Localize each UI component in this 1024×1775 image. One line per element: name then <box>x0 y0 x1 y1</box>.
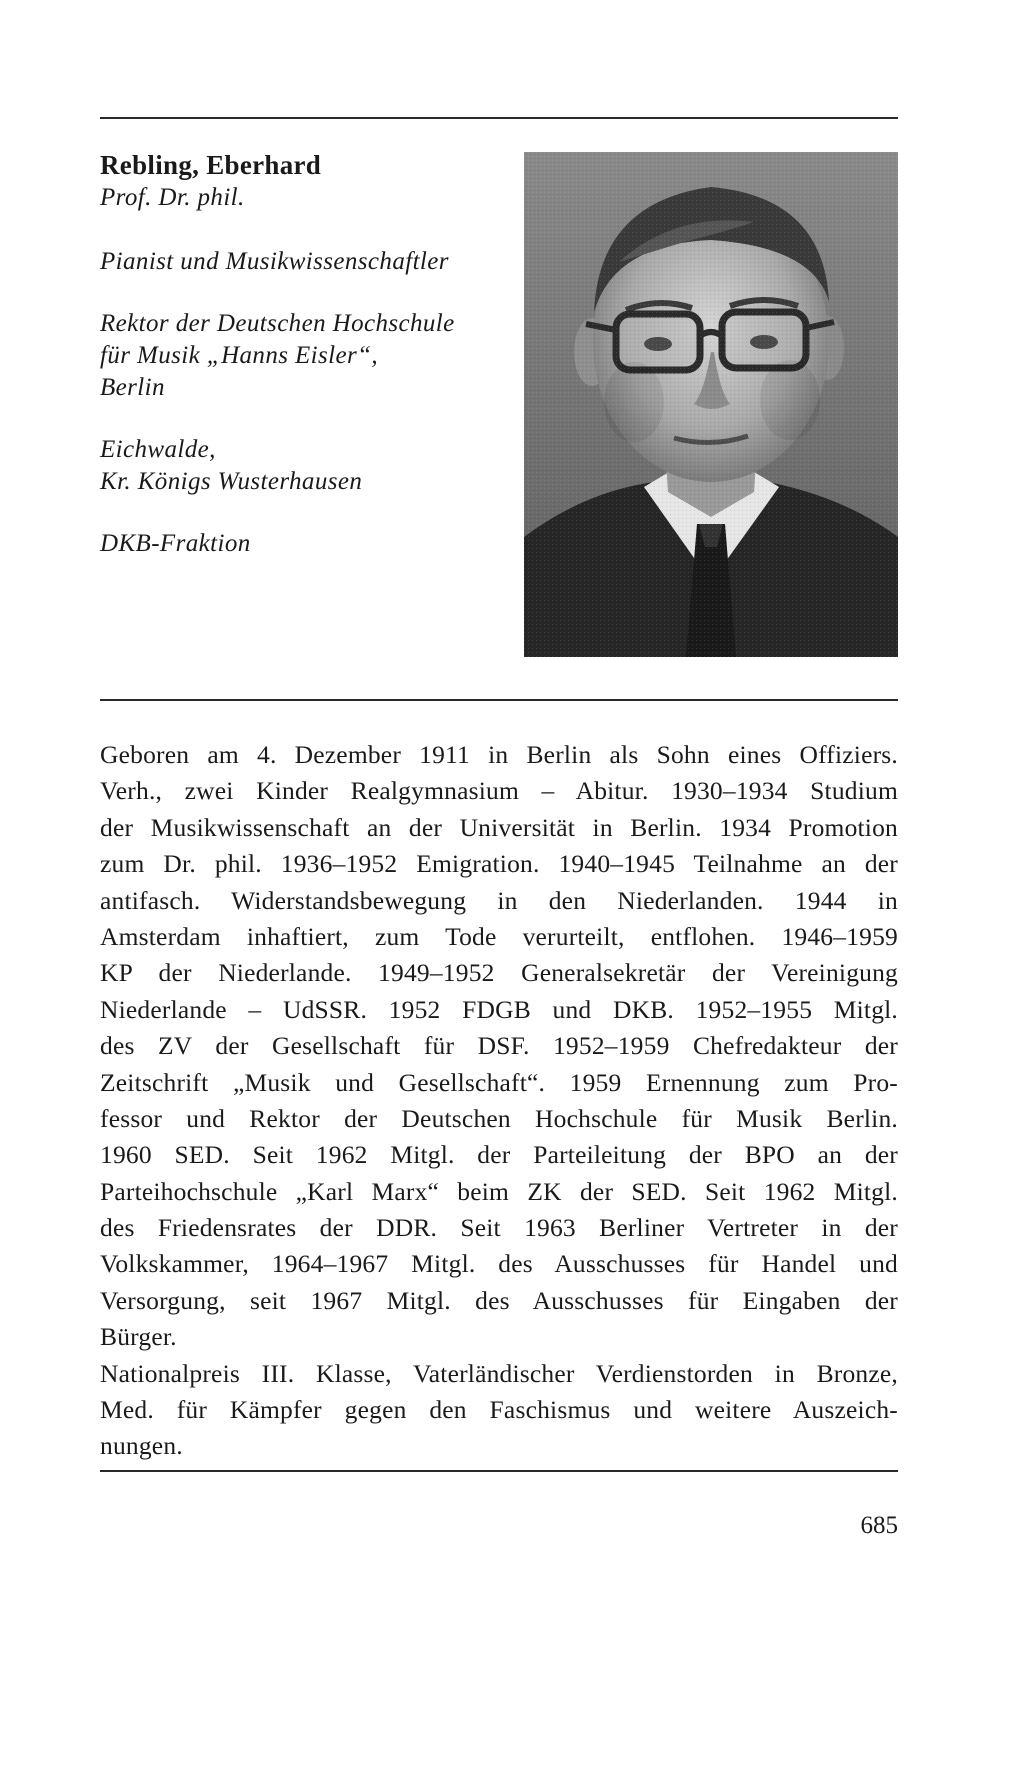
page-number: 685 <box>860 1512 898 1539</box>
faction: DKB-Fraktion <box>100 530 251 557</box>
biography-line: fessor und Rektor der Deutschen Hochschule für Musik Berlin. <box>100 1103 898 1133</box>
position-line: Berlin <box>100 374 165 401</box>
person-name: Rebling, Eberhard <box>100 150 322 180</box>
academic-title: Prof. Dr. phil. <box>100 184 245 211</box>
biography-line: Niederlande – UdSSR. 1952 FDGB und DKB. 1952–1955 Mitgl. <box>100 994 898 1024</box>
biography-line: des Friedensrates der DDR. Seit 1963 Berliner Vertreter in der <box>100 1213 898 1243</box>
awards-line: Nationalpreis III. Klasse, Vaterländischer Verdienstorden in Bronze, <box>100 1358 898 1388</box>
portrait-photo <box>524 152 898 657</box>
biography-line: Verh., zwei Kinder Realgymnasium – Abitur. 1930–1934 Studium <box>100 776 898 806</box>
biography-line: Bürger. <box>100 1322 177 1352</box>
biography <box>100 737 898 1465</box>
middle-rule <box>100 699 898 701</box>
residence-line: Kr. Königs Wusterhausen <box>100 468 363 495</box>
biography-line: der Musikwissenschaft an der Universität in Berlin. 1934 Promotion <box>100 812 898 842</box>
awards-line: nungen. <box>100 1431 183 1461</box>
biography-line: zum Dr. phil. 1936–1952 Emigration. 1940–1945 Teilnahme an der <box>100 849 898 879</box>
biography-line: 1960 SED. Seit 1962 Mitgl. der Parteileitung der BPO an der <box>100 1140 898 1170</box>
position-line: für Musik „Hanns Eisler“, <box>100 342 379 369</box>
top-rule <box>100 117 898 119</box>
biography-line: Versorgung, seit 1967 Mitgl. des Ausschusses für Eingaben der <box>100 1285 898 1315</box>
biography-line: des ZV der Gesellschaft für DSF. 1952–1959 Chefredakteur der <box>100 1031 898 1061</box>
awards-line: Med. für Kämpfer gegen den Faschismus und weitere Auszeich- <box>100 1395 898 1425</box>
biography-line: antifasch. Widerstandsbewegung in den Niederlanden. 1944 in <box>100 885 898 915</box>
biography-line: Parteihochschule „Karl Marx“ beim ZK der SED. Seit 1962 Mitgl. <box>100 1176 898 1206</box>
residence <box>100 434 520 498</box>
portrait-image <box>524 152 898 657</box>
biography-line: Amsterdam inhaftiert, zum Tode verurteilt, entflohen. 1946–1959 <box>100 921 898 951</box>
biography-line: KP der Niederlande. 1949–1952 Generalsekretär der Vereinigung <box>100 958 898 988</box>
position <box>100 308 520 404</box>
biography-line: Geboren am 4. Dezember 1911 in Berlin als Sohn eines Offiziers. <box>100 740 898 769</box>
entry-header <box>100 148 520 560</box>
biography-line: Volkskammer, 1964–1967 Mitgl. des Ausschusses für Handel und <box>100 1249 898 1279</box>
profession: Pianist und Musikwissenschaftler <box>100 248 449 275</box>
residence-line: Eichwalde, <box>100 436 216 463</box>
bottom-rule <box>100 1470 898 1472</box>
position-line: Rektor der Deutschen Hochschule <box>100 310 455 337</box>
biography-line: Zeitschrift „Musik und Gesellschaft“. 1959 Ernennung zum Pro- <box>100 1067 898 1097</box>
